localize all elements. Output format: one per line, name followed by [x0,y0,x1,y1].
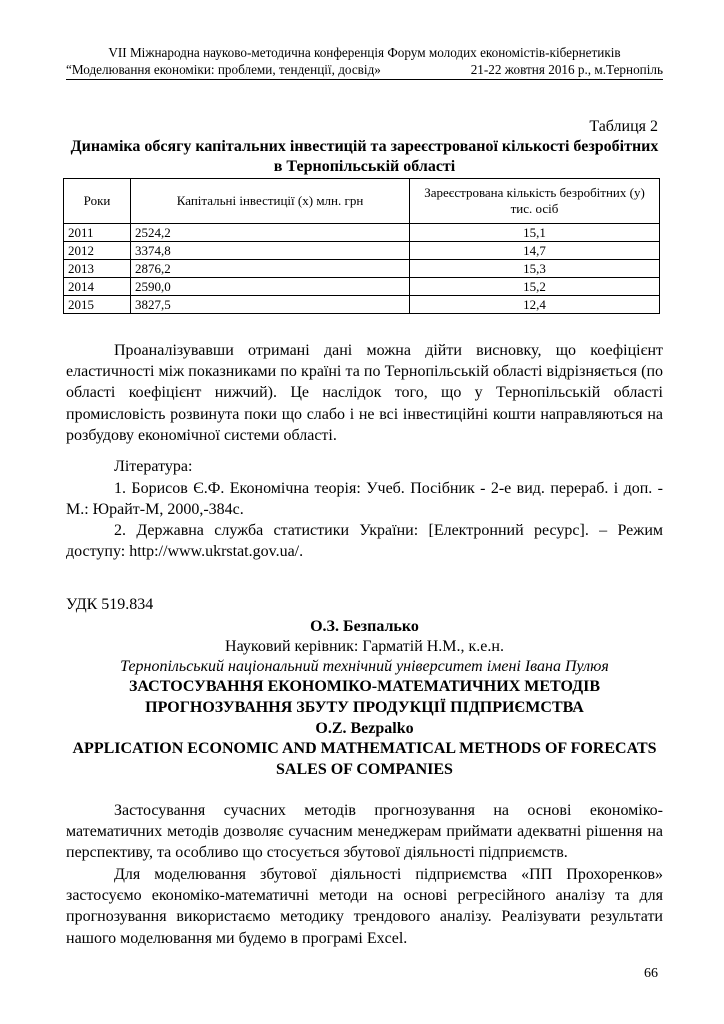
table-row [64,278,660,296]
reference-item: 2. Державна служба статистики України: [Електронний ресурс]. – Режим доступу: http://www.ukrstat.gov.ua/. [66,522,663,561]
table-row [64,260,660,278]
literature-heading: Література: [114,458,193,475]
table-header-row [64,179,660,224]
cell-unemployed: 15,2 [410,278,660,296]
cell-unemployed: 15,3 [410,260,660,278]
article-paragraph: Застосування сучасних методів прогнозування на основі економіко-математичних методів дозволяє сучасним менеджерам приймати адекватні рішення на перспективу, та особливо що стосується збутової діяльності підприємств. [66,802,663,862]
table-row [64,242,660,260]
article-author-en: O.Z. Bezpalko [315,720,414,737]
article-paragraph: Для моделювання збутової діяльності підприємства «ПП Прохоренков» застосуємо економіко-математичні методи на основі регресійного аналізу та для прогнозування використаємо методику трендового аналізу. Реалізувати результати нашого моделювання ми будемо в програмі Excel. [66,866,663,947]
cell-investment: 2590,0 [131,278,410,296]
cell-year: 2012 [64,242,131,260]
conclusion-paragraph: Проаналізувавши отримані дані можна дійти висновку, що коефіцієнт еластичності між показниками по країні та по Тернопільській області відрізняється (по області коефіцієнт нижчий). Це наслідок того, що у Тернопільській області промисловість розвинута поки що слабо і не всі інвестиційні кошти направляються на розбудову економічної системи області. [66,342,663,444]
running-header [66,44,663,78]
article-title-en: APPLICATION ECONOMIC AND MATHEMATICAL METHODS OF FORECATS SALES OF COMPANIES [72,740,657,778]
article-title-ua: ЗАСТОСУВАННЯ ЕКОНОМІКО-МАТЕМАТИЧНИХ МЕТОДІВ ПРОГНОЗУВАННЯ ЗБУТУ ПРОДУКЦІЇ ПІДПРИЄМСТВА [128,678,601,716]
cell-year: 2015 [64,296,131,314]
header-line-1: VII Міжнародна науково-методична конференція Форум молодих економістів-кібернетиків [108,45,621,60]
cell-unemployed: 15,1 [410,224,660,242]
table-title: Динаміка обсягу капітальних інвестицій та зареєстрованої кількості безробітних в Тернопільській області [70,138,659,175]
header-capital-investment: Капітальні інвестиції (x) млн. грн [131,179,410,224]
scientific-advisor: Науковий керівник: Гарматій Н.М., к.е.н. [225,638,504,655]
page-number: 66 [644,966,658,981]
data-table [63,178,660,314]
cell-unemployed: 14,7 [410,242,660,260]
university-name: Тернопільський національний технічний університет імені Івана Пулюя [120,658,609,675]
cell-year: 2013 [64,260,131,278]
cell-investment: 2876,2 [131,260,410,278]
cell-investment: 3827,5 [131,296,410,314]
table-number: Таблиця 2 [589,118,658,135]
header-date-place: 21-22 жовтня 2016 р., м.Тернопіль [470,62,663,77]
table-row [64,224,660,242]
header-conference-title: “Моделювання економіки: проблеми, тенденції, досвід» [66,62,381,77]
header-divider [66,79,663,80]
article-author: О.З. Безпалько [310,618,419,635]
cell-year: 2011 [64,224,131,242]
cell-unemployed: 12,4 [410,296,660,314]
cell-investment: 3374,8 [131,242,410,260]
table-row [64,296,660,314]
reference-item: 1. Борисов Є.Ф. Економічна теорія: Учеб. Посібник - 2-е вид. перераб. і доп. - М.: Юрайт-М, 2000,-384с. [66,480,663,519]
header-years: Роки [64,179,131,224]
cell-year: 2014 [64,278,131,296]
header-line-2 [66,61,663,78]
header-unemployed: Зареєстрована кількість безробітних (y) тис. осіб [410,179,660,224]
udk-code: УДК 519.834 [66,596,154,613]
cell-investment: 2524,2 [131,224,410,242]
